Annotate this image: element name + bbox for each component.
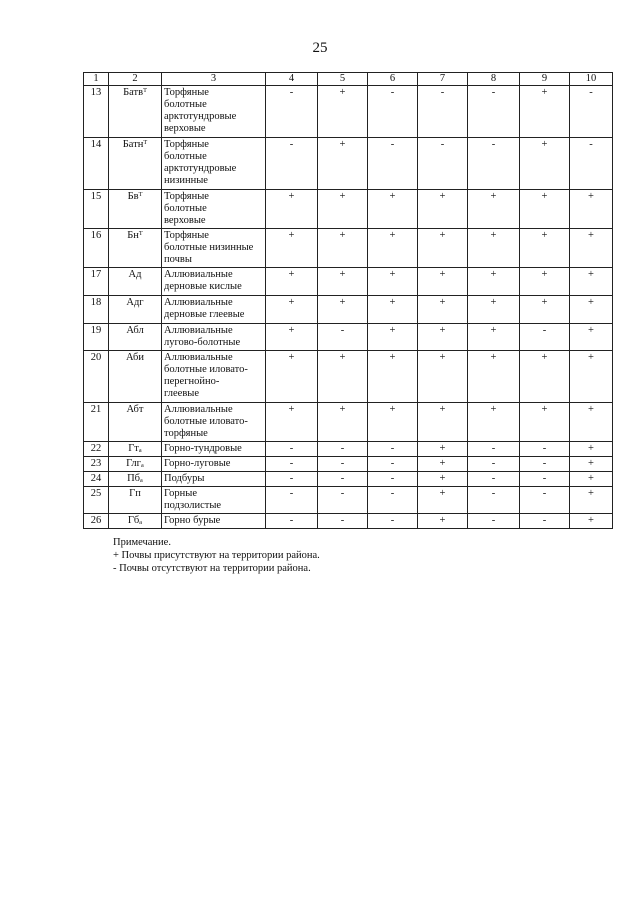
presence-mark-col-9: + bbox=[520, 138, 570, 190]
soil-name-line: болотные bbox=[164, 99, 207, 110]
presence-mark-col-8: - bbox=[468, 472, 520, 487]
presence-mark-col-4: - bbox=[266, 86, 318, 138]
presence-mark-col-6: - bbox=[368, 472, 418, 487]
presence-mark-col-5: + bbox=[318, 190, 368, 229]
presence-mark-col-5: - bbox=[318, 487, 368, 514]
soil-name-line: болотные иловато- bbox=[164, 364, 248, 375]
presence-mark-col-4: - bbox=[266, 514, 318, 529]
soil-name-line: перегнойно- bbox=[164, 376, 220, 387]
presence-mark-col-10: + bbox=[570, 514, 613, 529]
soil-name-line: Торфяные bbox=[164, 230, 209, 241]
presence-mark-col-4: + bbox=[266, 403, 318, 442]
presence-mark-col-10: + bbox=[570, 268, 613, 296]
soil-name bbox=[162, 514, 266, 529]
soil-name-line: верховые bbox=[164, 215, 206, 226]
column-header-6: 6 bbox=[368, 73, 418, 86]
table-row bbox=[84, 86, 613, 138]
column-header-3: 3 bbox=[162, 73, 266, 86]
table-row bbox=[84, 472, 613, 487]
presence-mark-col-8: + bbox=[468, 403, 520, 442]
presence-mark-col-5: + bbox=[318, 403, 368, 442]
table-row bbox=[84, 442, 613, 457]
table-row bbox=[84, 457, 613, 472]
presence-mark-col-7: + bbox=[418, 403, 468, 442]
presence-mark-col-5: + bbox=[318, 268, 368, 296]
presence-mark-col-10: + bbox=[570, 351, 613, 403]
presence-mark-col-4: + bbox=[266, 229, 318, 268]
row-number: 22 bbox=[84, 442, 109, 457]
presence-mark-col-10: + bbox=[570, 487, 613, 514]
presence-mark-col-7: + bbox=[418, 457, 468, 472]
table-row bbox=[84, 403, 613, 442]
soil-name-line: Торфяные bbox=[164, 139, 209, 150]
presence-mark-col-6: + bbox=[368, 403, 418, 442]
soil-code: Пбₐ bbox=[109, 472, 162, 487]
row-number: 24 bbox=[84, 472, 109, 487]
column-header-2: 2 bbox=[109, 73, 162, 86]
soil-name-line: Аллювиальные bbox=[164, 352, 233, 363]
soil-code: Гтₐ bbox=[109, 442, 162, 457]
presence-mark-col-10: + bbox=[570, 442, 613, 457]
presence-mark-col-7: + bbox=[418, 229, 468, 268]
presence-mark-col-10: + bbox=[570, 296, 613, 324]
soil-name-line: торфяные bbox=[164, 428, 208, 439]
presence-mark-col-8: + bbox=[468, 324, 520, 351]
column-header-4: 4 bbox=[266, 73, 318, 86]
soil-name-line: дерновые глеевые bbox=[164, 309, 245, 320]
presence-mark-col-5: + bbox=[318, 138, 368, 190]
note bbox=[113, 536, 320, 575]
presence-mark-col-7: + bbox=[418, 351, 468, 403]
presence-mark-col-6: + bbox=[368, 296, 418, 324]
row-number: 14 bbox=[84, 138, 109, 190]
soil-name bbox=[162, 403, 266, 442]
presence-mark-col-6: - bbox=[368, 138, 418, 190]
presence-mark-col-4: + bbox=[266, 268, 318, 296]
row-number: 19 bbox=[84, 324, 109, 351]
presence-mark-col-7: + bbox=[418, 324, 468, 351]
column-header-8: 8 bbox=[468, 73, 520, 86]
presence-mark-col-10: + bbox=[570, 324, 613, 351]
presence-mark-col-8: + bbox=[468, 190, 520, 229]
row-number: 23 bbox=[84, 457, 109, 472]
table-row bbox=[84, 324, 613, 351]
presence-mark-col-9: - bbox=[520, 324, 570, 351]
row-number: 25 bbox=[84, 487, 109, 514]
soil-code: Аби bbox=[109, 351, 162, 403]
table-body bbox=[84, 86, 613, 529]
soil-name-line: Горно-луговые bbox=[164, 458, 231, 469]
presence-mark-col-10: + bbox=[570, 190, 613, 229]
soil-code: Абл bbox=[109, 324, 162, 351]
soil-name-line: Торфяные bbox=[164, 191, 209, 202]
soil-name-line: арктотундровые bbox=[164, 111, 237, 122]
presence-mark-col-5: - bbox=[318, 442, 368, 457]
presence-mark-col-9: - bbox=[520, 457, 570, 472]
soil-code: Абт bbox=[109, 403, 162, 442]
presence-mark-col-5: + bbox=[318, 351, 368, 403]
column-header-5: 5 bbox=[318, 73, 368, 86]
soil-name-line: подзолистые bbox=[164, 500, 222, 511]
presence-mark-col-9: + bbox=[520, 229, 570, 268]
note-title: Примечание. bbox=[113, 537, 171, 548]
presence-mark-col-6: - bbox=[368, 514, 418, 529]
presence-mark-col-8: - bbox=[468, 86, 520, 138]
presence-mark-col-8: + bbox=[468, 229, 520, 268]
soil-name-line: Горно-тундровые bbox=[164, 443, 242, 454]
column-header-10: 10 bbox=[570, 73, 613, 86]
presence-mark-col-5: + bbox=[318, 229, 368, 268]
presence-mark-col-5: + bbox=[318, 86, 368, 138]
table-row bbox=[84, 514, 613, 529]
presence-mark-col-10: + bbox=[570, 229, 613, 268]
presence-mark-col-9: - bbox=[520, 514, 570, 529]
soil-name-line: Горные bbox=[164, 488, 197, 499]
presence-mark-col-6: + bbox=[368, 351, 418, 403]
soil-table bbox=[83, 72, 613, 529]
presence-mark-col-8: - bbox=[468, 442, 520, 457]
table-row bbox=[84, 268, 613, 296]
presence-mark-col-9: + bbox=[520, 86, 570, 138]
presence-mark-col-6: - bbox=[368, 442, 418, 457]
presence-mark-col-4: - bbox=[266, 442, 318, 457]
row-number: 21 bbox=[84, 403, 109, 442]
soil-name-line: Аллювиальные bbox=[164, 404, 233, 415]
soil-name bbox=[162, 138, 266, 190]
soil-name bbox=[162, 457, 266, 472]
soil-name-line: дерновые кислые bbox=[164, 281, 242, 292]
presence-mark-col-8: + bbox=[468, 296, 520, 324]
presence-mark-col-6: - bbox=[368, 86, 418, 138]
presence-mark-col-7: + bbox=[418, 472, 468, 487]
presence-mark-col-6: + bbox=[368, 190, 418, 229]
presence-mark-col-9: - bbox=[520, 442, 570, 457]
soil-name bbox=[162, 268, 266, 296]
soil-name-line: низинные bbox=[164, 175, 208, 186]
presence-mark-col-10: - bbox=[570, 86, 613, 138]
soil-name-line: верховые bbox=[164, 123, 206, 134]
soil-name-line: глеевые bbox=[164, 388, 200, 399]
soil-code: Бнᵀ bbox=[109, 229, 162, 268]
presence-mark-col-7: + bbox=[418, 487, 468, 514]
soil-code: Гп bbox=[109, 487, 162, 514]
presence-mark-col-7: + bbox=[418, 296, 468, 324]
note-line-absent: - Почвы отсутствуют на территории района. bbox=[113, 563, 311, 574]
presence-mark-col-4: - bbox=[266, 457, 318, 472]
presence-mark-col-10: + bbox=[570, 403, 613, 442]
soil-name bbox=[162, 296, 266, 324]
soil-code: Батвᵀ bbox=[109, 86, 162, 138]
soil-code: Гбₐ bbox=[109, 514, 162, 529]
presence-mark-col-6: + bbox=[368, 324, 418, 351]
soil-name-line: Аллювиальные bbox=[164, 269, 233, 280]
presence-mark-col-5: - bbox=[318, 472, 368, 487]
presence-mark-col-6: - bbox=[368, 487, 418, 514]
presence-mark-col-5: - bbox=[318, 457, 368, 472]
soil-name bbox=[162, 487, 266, 514]
soil-name bbox=[162, 351, 266, 403]
presence-mark-col-4: - bbox=[266, 472, 318, 487]
soil-name bbox=[162, 324, 266, 351]
note-line-present: + Почвы присутствуют на территории района. bbox=[113, 550, 320, 561]
soil-name bbox=[162, 229, 266, 268]
presence-mark-col-8: - bbox=[468, 514, 520, 529]
soil-name bbox=[162, 190, 266, 229]
presence-mark-col-9: + bbox=[520, 296, 570, 324]
presence-mark-col-9: + bbox=[520, 190, 570, 229]
table-row bbox=[84, 229, 613, 268]
soil-name-line: Подбуры bbox=[164, 473, 205, 484]
soil-name bbox=[162, 442, 266, 457]
column-header-1: 1 bbox=[84, 73, 109, 86]
soil-code: Батнᵀ bbox=[109, 138, 162, 190]
soil-name-line: болотные низинные bbox=[164, 242, 254, 253]
presence-mark-col-9: + bbox=[520, 351, 570, 403]
soil-name-line: болотные иловато- bbox=[164, 416, 248, 427]
column-header-9: 9 bbox=[520, 73, 570, 86]
presence-mark-col-4: + bbox=[266, 324, 318, 351]
soil-code: Бвᵀ bbox=[109, 190, 162, 229]
row-number: 13 bbox=[84, 86, 109, 138]
presence-mark-col-7: + bbox=[418, 190, 468, 229]
row-number: 20 bbox=[84, 351, 109, 403]
presence-mark-col-7: + bbox=[418, 268, 468, 296]
soil-name bbox=[162, 472, 266, 487]
soil-name-line: почвы bbox=[164, 254, 192, 265]
presence-mark-col-7: + bbox=[418, 514, 468, 529]
presence-mark-col-6: + bbox=[368, 268, 418, 296]
soil-code: Глгₐ bbox=[109, 457, 162, 472]
table-row bbox=[84, 296, 613, 324]
presence-mark-col-8: + bbox=[468, 351, 520, 403]
row-number: 16 bbox=[84, 229, 109, 268]
table-row bbox=[84, 190, 613, 229]
row-number: 15 bbox=[84, 190, 109, 229]
soil-code: Ад bbox=[109, 268, 162, 296]
presence-mark-col-7: - bbox=[418, 138, 468, 190]
presence-mark-col-8: - bbox=[468, 457, 520, 472]
soil-name-line: болотные bbox=[164, 203, 207, 214]
presence-mark-col-6: - bbox=[368, 457, 418, 472]
presence-mark-col-10: - bbox=[570, 138, 613, 190]
presence-mark-col-4: + bbox=[266, 190, 318, 229]
row-number: 26 bbox=[84, 514, 109, 529]
presence-mark-col-5: + bbox=[318, 296, 368, 324]
presence-mark-col-4: - bbox=[266, 138, 318, 190]
soil-name-line: лугово-болотные bbox=[164, 337, 241, 348]
soil-name-line: болотные bbox=[164, 151, 207, 162]
soil-name-line: Горно бурые bbox=[164, 515, 221, 526]
soil-name-line: Аллювиальные bbox=[164, 297, 233, 308]
soil-name-line: Аллювиальные bbox=[164, 325, 233, 336]
soil-name bbox=[162, 86, 266, 138]
presence-mark-col-8: + bbox=[468, 268, 520, 296]
presence-mark-col-10: + bbox=[570, 472, 613, 487]
presence-mark-col-8: - bbox=[468, 138, 520, 190]
column-header-7: 7 bbox=[418, 73, 468, 86]
table-row bbox=[84, 351, 613, 403]
soil-code: Адг bbox=[109, 296, 162, 324]
soil-name-line: арктотундровые bbox=[164, 163, 237, 174]
presence-mark-col-4: + bbox=[266, 351, 318, 403]
presence-mark-col-9: - bbox=[520, 472, 570, 487]
row-number: 17 bbox=[84, 268, 109, 296]
table-header-row bbox=[84, 73, 613, 86]
table-row bbox=[84, 138, 613, 190]
presence-mark-col-5: - bbox=[318, 324, 368, 351]
presence-mark-col-4: + bbox=[266, 296, 318, 324]
row-number: 18 bbox=[84, 296, 109, 324]
presence-mark-col-10: + bbox=[570, 457, 613, 472]
presence-mark-col-7: - bbox=[418, 86, 468, 138]
table-row bbox=[84, 487, 613, 514]
presence-mark-col-9: - bbox=[520, 487, 570, 514]
presence-mark-col-6: + bbox=[368, 229, 418, 268]
presence-mark-col-5: - bbox=[318, 514, 368, 529]
page-number: 25 bbox=[312, 40, 328, 56]
presence-mark-col-9: + bbox=[520, 403, 570, 442]
presence-mark-col-9: + bbox=[520, 268, 570, 296]
soil-name-line: Торфяные bbox=[164, 87, 209, 98]
presence-mark-col-8: - bbox=[468, 487, 520, 514]
presence-mark-col-4: - bbox=[266, 487, 318, 514]
presence-mark-col-7: + bbox=[418, 442, 468, 457]
